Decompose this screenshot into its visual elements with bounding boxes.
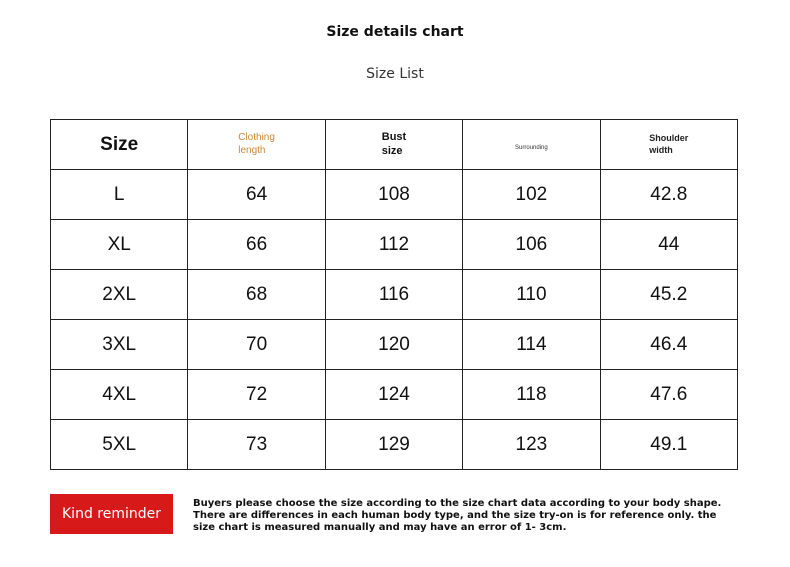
cell-length: 72 [188, 370, 325, 420]
header-bust-line1: Bust [381, 131, 407, 143]
cell-length: 73 [188, 420, 325, 470]
kind-reminder-badge: Kind reminder [50, 494, 173, 534]
cell-length: 68 [188, 270, 325, 320]
cell-surrounding: 123 [463, 420, 600, 470]
header-clothing-length-line2: length [238, 145, 266, 156]
header-size-label: Size [100, 133, 139, 155]
table-row [51, 220, 738, 270]
header-bust-size [325, 120, 462, 170]
reminder-text: Buyers please choose the size according to the size chart data according to your body shape. There are differences in each human body type, and the size try-on is for reference only. the size chart is measured manually and may have an error of 1- 3cm. [193, 498, 722, 533]
page-title: Size details chart [326, 24, 464, 40]
cell-shoulder: 44 [600, 220, 737, 270]
cell-length: 66 [188, 220, 325, 270]
header-surrounding [463, 120, 600, 170]
cell-bust: 124 [325, 370, 462, 420]
header-shoulder-line1: Shoulder [649, 132, 689, 143]
cell-surrounding: 106 [463, 220, 600, 270]
table-header-row [51, 120, 738, 170]
table-row [51, 270, 738, 320]
cell-shoulder: 49.1 [600, 420, 737, 470]
cell-length: 70 [188, 320, 325, 370]
header-shoulder-line2: width [649, 144, 673, 155]
table-row [51, 320, 738, 370]
cell-length: 64 [188, 170, 325, 220]
header-clothing-length-line1: Clothing [238, 132, 275, 143]
cell-shoulder: 47.6 [600, 370, 737, 420]
cell-surrounding: 114 [463, 320, 600, 370]
header-size [51, 120, 188, 170]
cell-bust: 120 [325, 320, 462, 370]
cell-size: L [51, 170, 188, 220]
cell-size: 5XL [51, 420, 188, 470]
cell-size: 4XL [51, 370, 188, 420]
table-row [51, 370, 738, 420]
cell-bust: 129 [325, 420, 462, 470]
cell-surrounding: 102 [463, 170, 600, 220]
cell-bust: 116 [325, 270, 462, 320]
cell-shoulder: 42.8 [600, 170, 737, 220]
cell-shoulder: 46.4 [600, 320, 737, 370]
header-clothing-length [188, 120, 325, 170]
cell-size: 3XL [51, 320, 188, 370]
cell-shoulder: 45.2 [600, 270, 737, 320]
header-shoulder-width [600, 120, 737, 170]
cell-surrounding: 110 [463, 270, 600, 320]
table-row [51, 420, 738, 470]
table-row [51, 170, 738, 220]
cell-surrounding: 118 [463, 370, 600, 420]
cell-size: XL [51, 220, 188, 270]
header-surrounding-label: Surrounding [515, 144, 548, 151]
cell-size: 2XL [51, 270, 188, 320]
cell-bust: 112 [325, 220, 462, 270]
size-table [50, 119, 738, 470]
page-subtitle: Size List [366, 66, 424, 82]
cell-bust: 108 [325, 170, 462, 220]
header-bust-line2: size [381, 145, 403, 157]
